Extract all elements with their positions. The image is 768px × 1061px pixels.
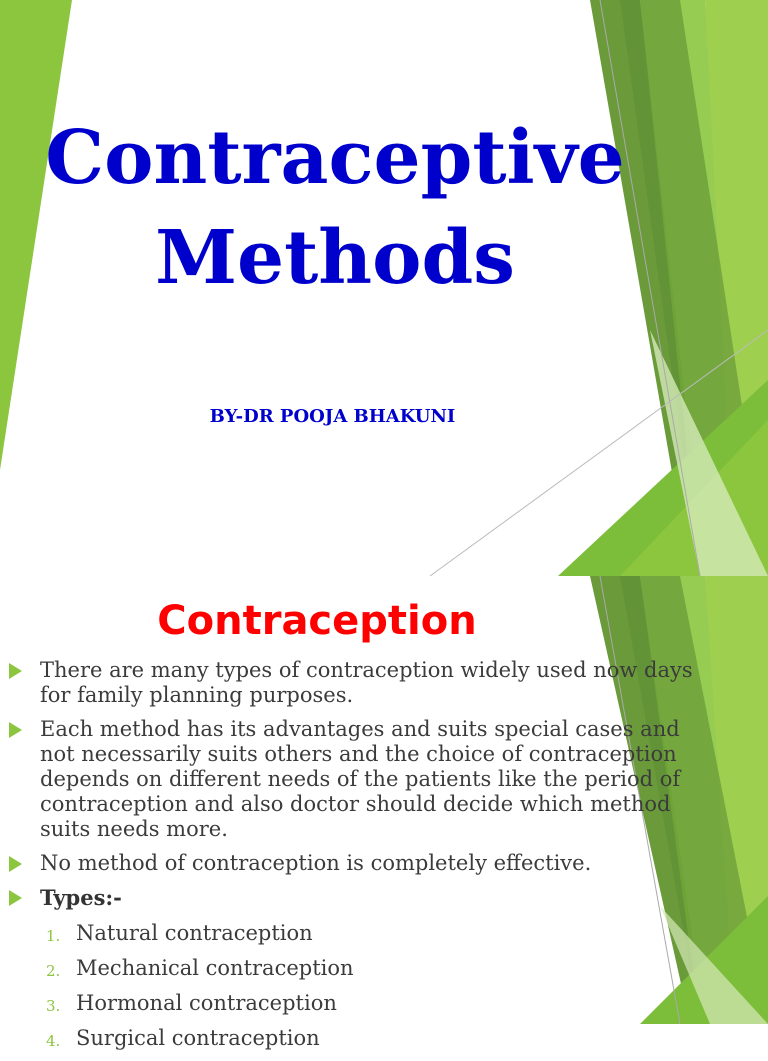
type-label: Natural contraception <box>76 921 313 945</box>
types-heading: Types:- <box>40 885 122 910</box>
slide-title: Contraception <box>157 598 477 644</box>
bullet-item <box>0 851 720 876</box>
bullet-item <box>0 885 720 1051</box>
presentation-title <box>0 108 670 308</box>
bullet-arrow-icon <box>9 663 22 679</box>
author-line: BY-DR POOJA BHAKUNI <box>209 406 456 427</box>
bullet-arrow-icon <box>9 890 22 906</box>
bullet-text: There are many types of contraception widely used now days for family planning purposes. <box>40 658 693 707</box>
title-line-2: Methods <box>155 215 515 301</box>
type-number: 4. <box>46 1032 61 1050</box>
title-line-1: Contraceptive <box>45 115 625 201</box>
contraception-slide <box>0 576 768 1050</box>
type-number: 3. <box>46 997 61 1015</box>
type-label: Hormonal contraception <box>76 991 337 1015</box>
bullet-item <box>0 658 720 708</box>
bullet-text: No method of contraception is completely effective. <box>40 851 592 875</box>
type-label: Surgical contraception <box>76 1026 320 1050</box>
type-item <box>40 991 720 1016</box>
types-list <box>40 921 720 1051</box>
type-label: Mechanical contraception <box>76 956 354 980</box>
bullet-item <box>0 717 720 842</box>
bullet-text: Each method has its advantages and suits special cases and not necessarily suits others and the choice of contraception depends on different needs of the patients like the period of contraception and also doctor should decide which method suits needs more. <box>40 717 681 841</box>
type-item <box>40 1026 720 1051</box>
type-item <box>40 956 720 981</box>
bullet-arrow-icon <box>9 856 22 872</box>
type-number: 2. <box>46 962 61 980</box>
bullet-list <box>0 658 720 1061</box>
bullet-arrow-icon <box>9 722 22 738</box>
type-item <box>40 921 720 946</box>
type-number: 1. <box>46 927 61 945</box>
